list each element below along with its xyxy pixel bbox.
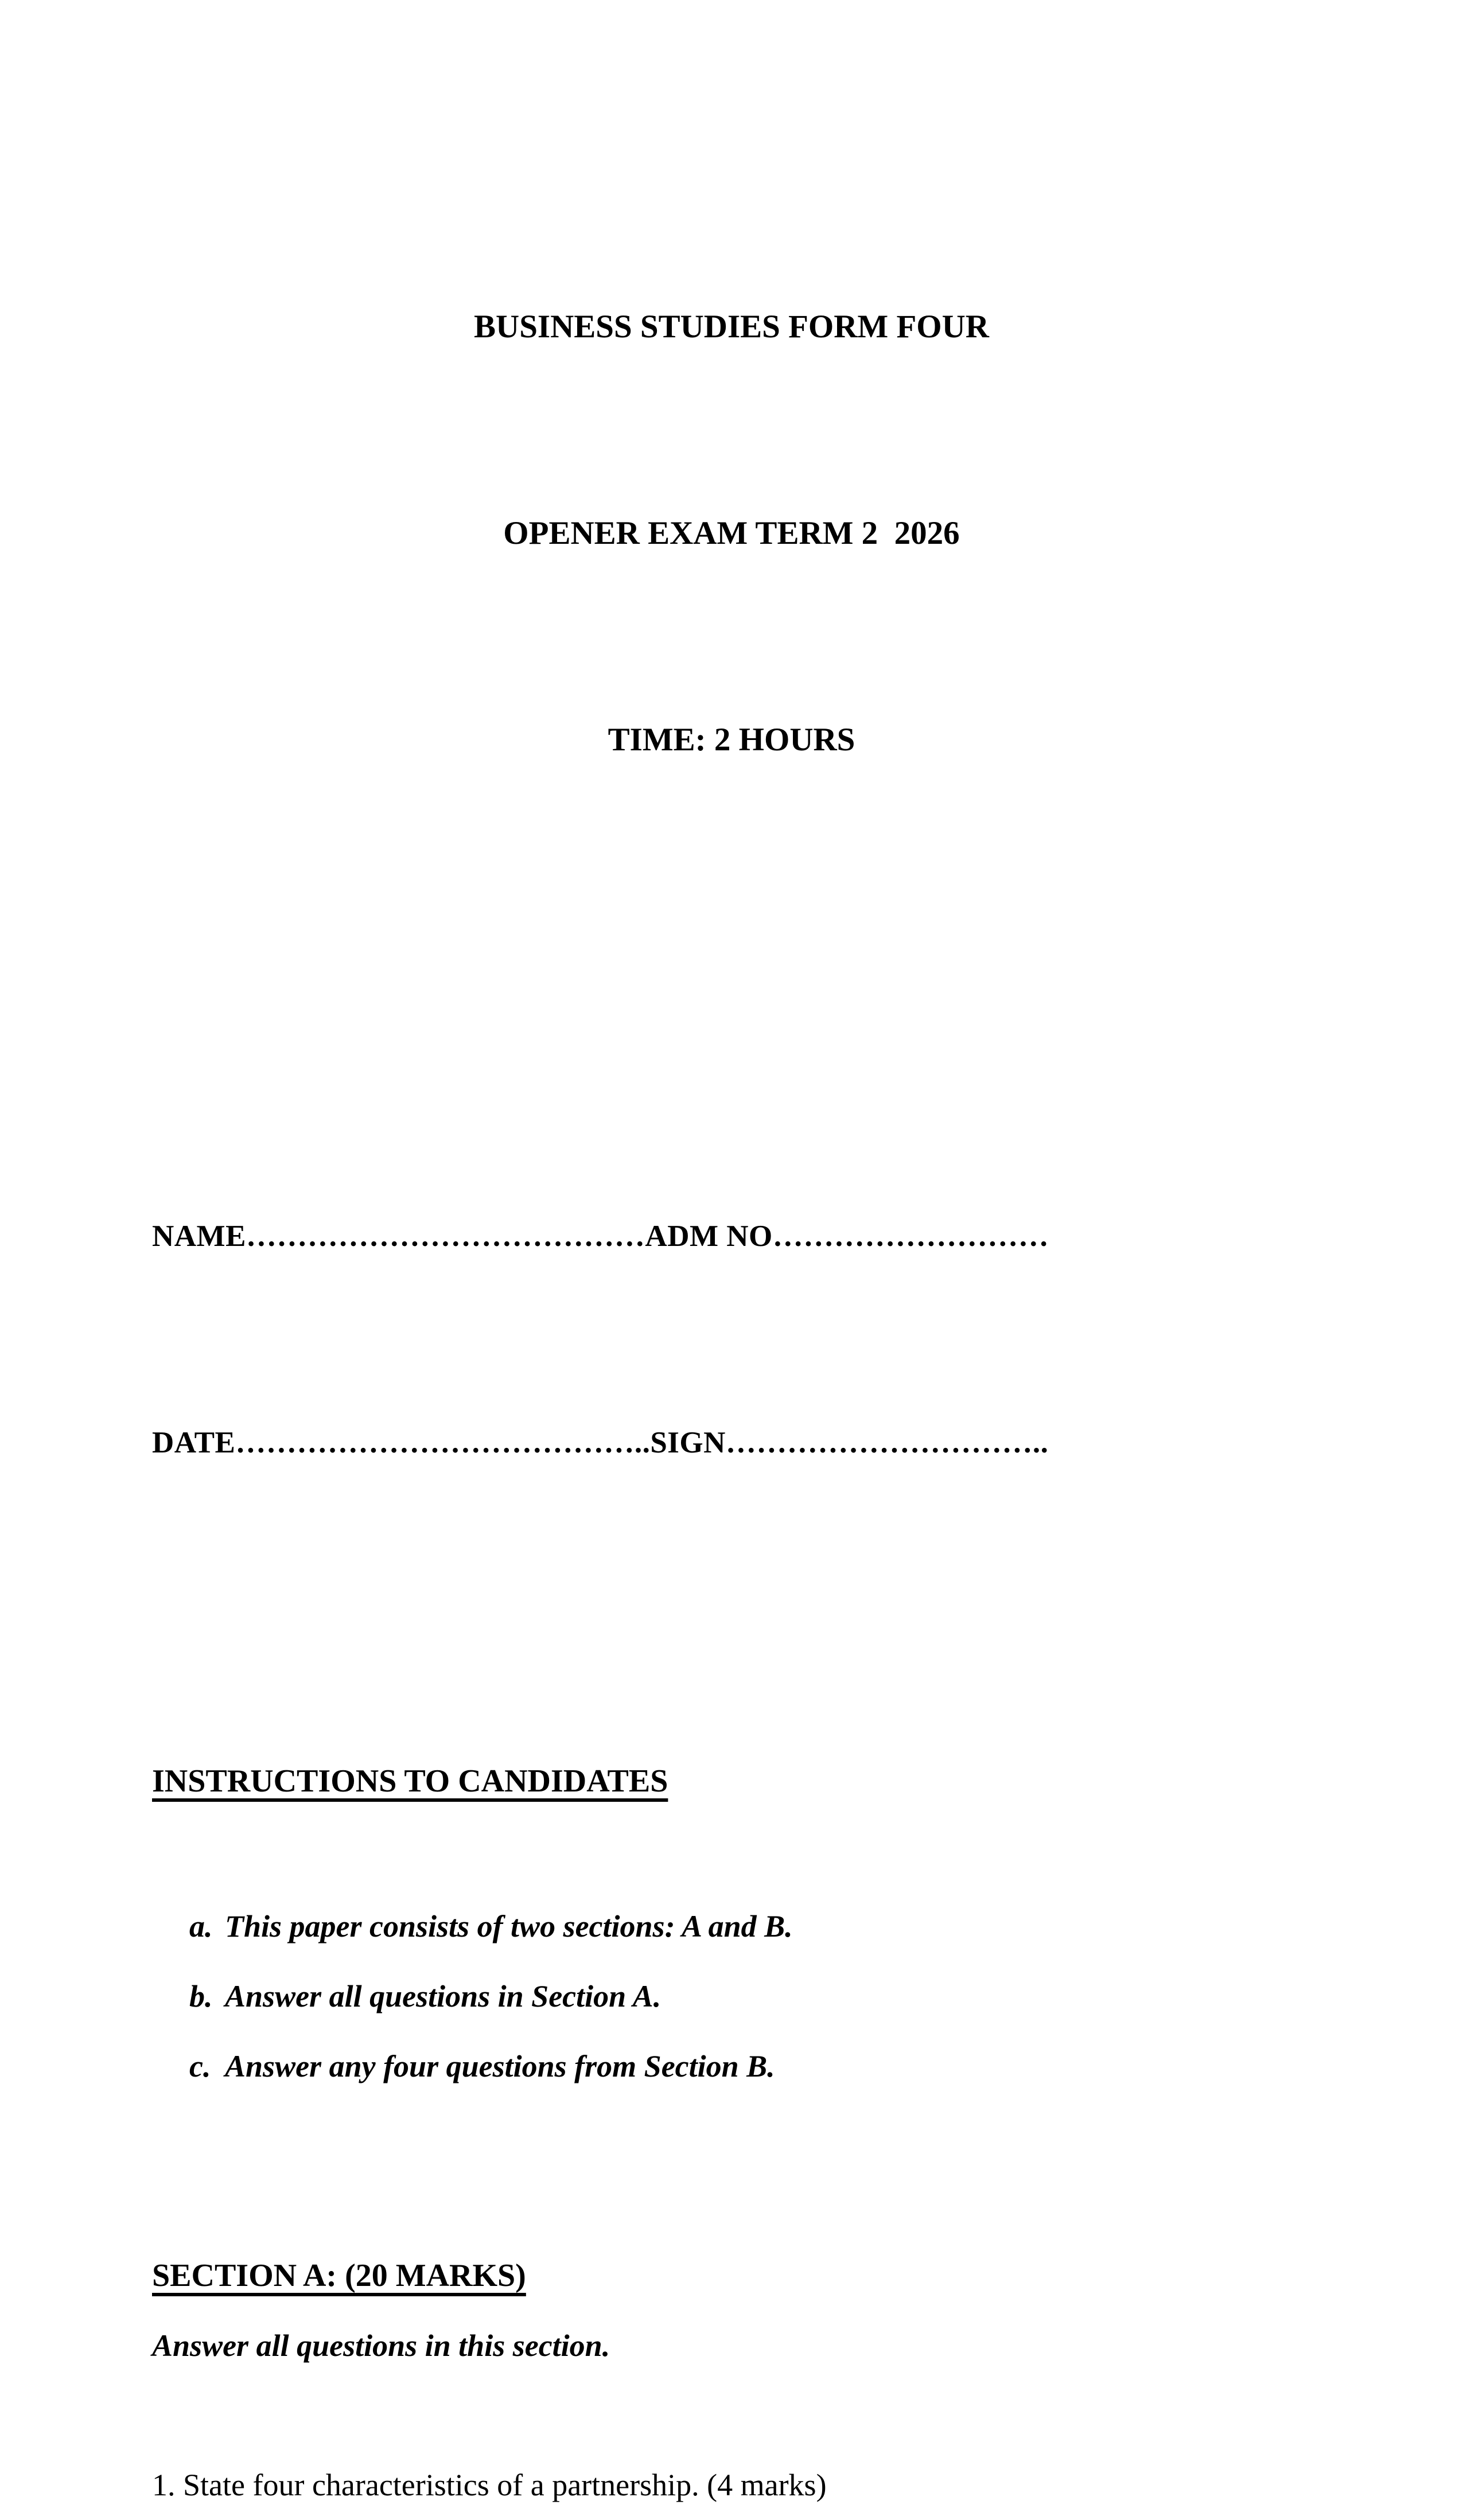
instruction-item-b <box>152 1961 1311 2031</box>
instruction-item-a <box>152 1891 1311 1961</box>
instruction-marker-a: a. <box>189 1909 213 1943</box>
question-1 <box>152 2450 1311 2520</box>
exam-title-term: OPENER EXAM TERM 2 2026 <box>503 515 960 551</box>
section-a-note: Answer all questions in this section. <box>152 2328 610 2363</box>
instructions-heading: INSTRUCTIONS TO CANDIDATES <box>152 1763 668 1799</box>
question-1-number: 1. <box>152 2468 176 2502</box>
section-a-heading: SECTION A: (20 MARKS) <box>152 2258 526 2293</box>
exam-title-block <box>152 0 1311 912</box>
exam-title-time: TIME: 2 HOURS <box>608 722 855 758</box>
instruction-list <box>152 1891 1311 2101</box>
instruction-text-a: This paper consists of two sections: A and B. <box>225 1909 793 1943</box>
instruction-item-c <box>152 2031 1311 2101</box>
date-sign-fill-line: DATE…………………………………..SIGN………………………….. <box>152 1426 1049 1459</box>
instruction-marker-b: b. <box>189 1979 213 2013</box>
instruction-text-b: Answer all questions in Section A. <box>225 1979 662 2013</box>
question-1-text: State four characteristics of a partnership. (4 marks) <box>183 2468 827 2502</box>
name-adm-fill-line: NAME…………………………………ADM NO……………………… <box>152 1220 1049 1253</box>
candidate-fields-block <box>152 1064 1311 1615</box>
instruction-text-c: Answer any four questions from Section B. <box>225 2049 775 2083</box>
exam-title-subject: BUSINESS STUDIES FORM FOUR <box>474 309 989 345</box>
instruction-marker-c: c. <box>189 2049 211 2083</box>
